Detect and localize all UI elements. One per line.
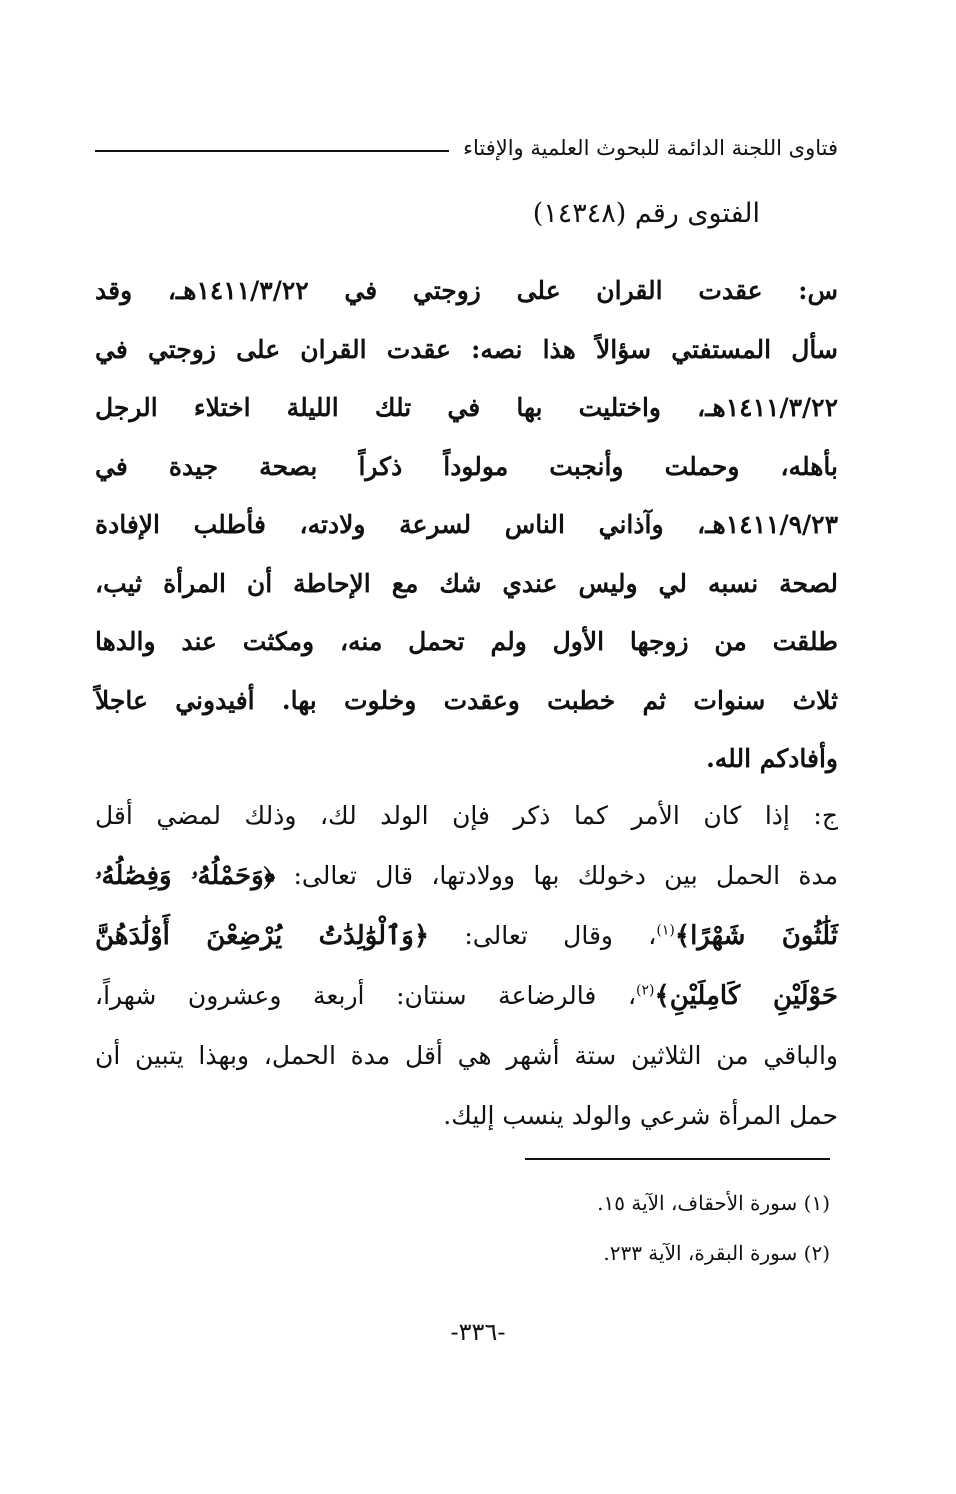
question-line: وأفادكم الله.: [706, 744, 838, 773]
footnote-rule: [525, 1158, 830, 1160]
running-header: [95, 128, 838, 168]
answer-text: مدة الحمل بين دخولك بها وولادتها، قال تعالى:: [275, 861, 838, 890]
question-line: بأهله، وحملت وأنجبت مولوداً ذكراً بصحة جيدة في: [95, 451, 838, 481]
question-line: لصحة نسبه لي وليس عندي شك مع الإحاطة أن المرأة ثيب،: [95, 568, 838, 598]
question-line: س: عقدت القران على زوجتي في ١٤١١/٣/٢٢هـ، وقد: [95, 276, 838, 305]
question-line: ١٤١١/٩/٢٣هـ، وآذاني الناس لسرعة ولادته، فأطلب الإفادة: [95, 510, 838, 539]
question-line: ١٤١١/٣/٢٢هـ، واختليت بها في تلك الليلة اختلاء الرجل: [95, 393, 838, 422]
header-rule: [95, 150, 449, 152]
answer-line: ج: إذا كان الأمر كما ذكر فإن الولد لك، وذلك لمضي أقل: [95, 801, 838, 830]
quran-verse-1-end: ثَلَٰثُونَ شَهْرًا﴾: [674, 921, 839, 951]
answer-text: ، وقال تعالى:: [429, 921, 657, 950]
answer-line: [95, 846, 838, 906]
footnotes: [597, 1178, 830, 1278]
quran-verse-2: ﴿وَٱلْوَٰلِدَٰتُ يُرْضِعْنَ أَوْلَٰدَهُنَّ: [95, 921, 430, 951]
answer-line: حمل المرأة شرعي والولد ينسب إليك.: [443, 1101, 838, 1130]
answer-line: [95, 906, 838, 966]
footnote-2: (٢) سورة البقرة، الآية ٢٣٣.: [603, 1241, 830, 1265]
footnote-ref-1: (١): [656, 922, 675, 939]
footnote-1: (١) سورة الأحقاف، الآية ١٥.: [597, 1191, 830, 1215]
fatwa-title: الفتوى رقم (١٤٣٤٨): [532, 198, 760, 229]
answer-text: ، فالرضاعة سنتان: أربعة وعشرون شهراً،: [95, 981, 637, 1010]
answer-paragraph: [95, 786, 838, 1146]
question-line: ثلاث سنوات ثم خطبت وعقدت وخلوت بها. أفيدوني عاجلاً: [95, 685, 838, 715]
running-title: فتاوى اللجنة الدائمة للبحوث العلمية والإفتاء: [463, 136, 838, 160]
question-paragraph: [95, 262, 838, 789]
quran-verse-1: ﴿وَحَمْلُهُۥ وَفِصَٰلُهُۥ: [95, 861, 276, 891]
answer-line: والباقي من الثلاثين ستة أشهر هي أقل مدة الحمل، وبهذا يتبين أن: [95, 1041, 838, 1070]
question-line: سأل المستفتي سؤالاً هذا نصه: عقدت القران على زوجتي في: [95, 334, 838, 364]
question-line: طلقت من زوجها الأول ولم تحمل منه، ومكثت عند والدها: [95, 627, 838, 656]
footnote-ref-2: (٢): [636, 982, 655, 999]
answer-line: [95, 966, 838, 1026]
page-number: -٣٣٦-: [450, 1318, 506, 1346]
quran-verse-2-end: حَوْلَيْنِ كَامِلَيْنِ﴾: [654, 981, 839, 1011]
